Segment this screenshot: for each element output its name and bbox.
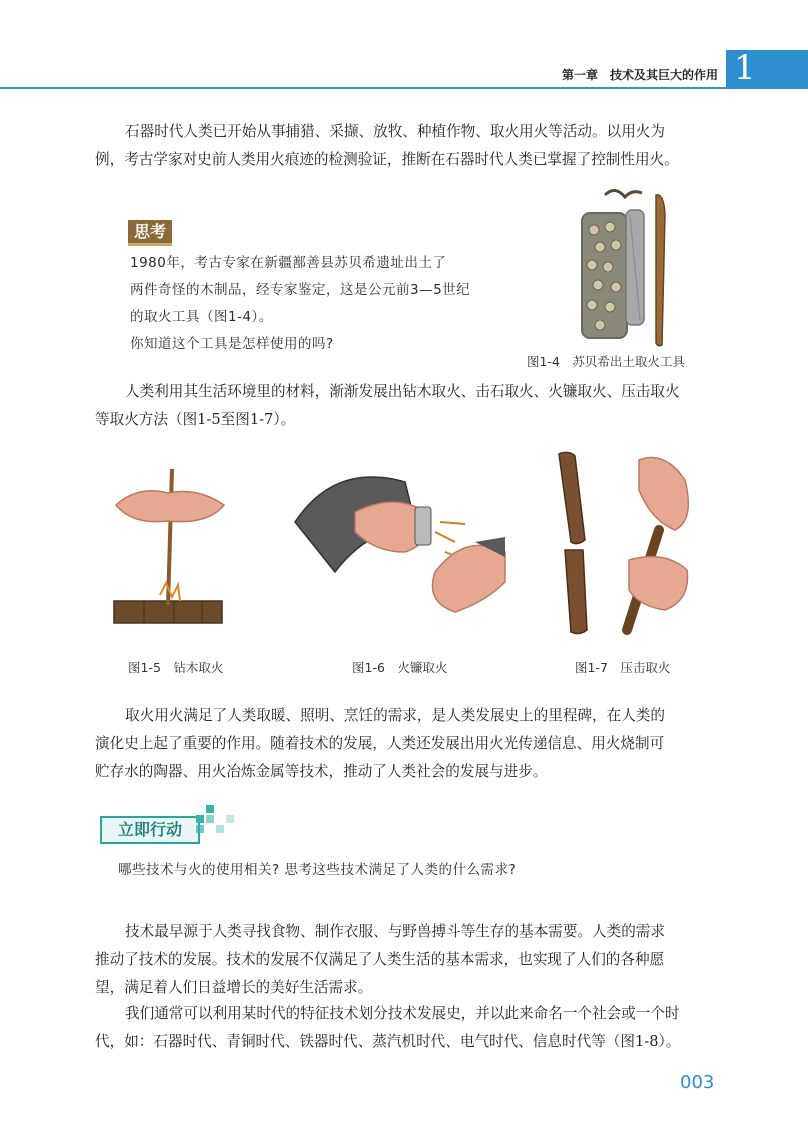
page-number: 003 — [680, 1072, 715, 1093]
figure-piston-fire — [555, 450, 695, 640]
text-line: 的取火工具（图1-4）。 — [130, 309, 273, 325]
text-line: 代，如：石器时代、青铜时代、铁器时代、蒸汽机时代、电气时代、信息时代等（图1-8）。 — [95, 1033, 681, 1050]
action-badge: 立即行动 — [100, 816, 200, 844]
figure-flint-fire — [295, 462, 505, 632]
think-body — [130, 250, 500, 358]
action-question: 哪些技术与火的使用相关? 思考这些技术满足了人类的什么需求? — [118, 862, 517, 878]
header-rule — [0, 87, 726, 89]
figure-caption: 图1-6 火镰取火 — [352, 660, 448, 675]
figure-caption: 图1-4 苏贝希出土取火工具 — [527, 354, 685, 369]
figure-fire-tools — [570, 185, 690, 355]
text-line: 演化史上起了重要的作用。随着技术的发展，人类还发展出用火光传递信息、用火烧制可 — [95, 735, 665, 752]
text-line: 你知道这个工具是怎样使用的吗? — [130, 336, 334, 352]
text-line: 技术最早源于人类寻找食物、制作衣服、与野兽搏斗等生存的基本需要。人类的需求 — [125, 923, 665, 940]
figure-caption: 图1-5 钻木取火 — [128, 660, 224, 675]
paragraph-fire-methods — [95, 378, 725, 434]
paragraph-stone-age — [95, 118, 725, 174]
running-header: 第一章 技术及其巨大的作用 — [561, 68, 718, 82]
text-line: 贮存水的陶器、用火冶炼金属等技术，推动了人类社会的发展与进步。 — [95, 763, 548, 780]
text-line: 人类利用其生活环境里的材料，渐渐发展出钻木取火、击石取火、火镰取火、压击取火 — [125, 383, 680, 400]
text-line: 两件奇怪的木制品，经专家鉴定，这是公元前3—5世纪 — [130, 282, 471, 298]
text-line: 望，满足着人们日益增长的美好生活需求。 — [95, 979, 373, 996]
text-line: 取火用火满足了人类取暖、照明、烹饪的需求，是人类发展史上的里程碑，在人类的 — [125, 707, 665, 724]
text-line: 例，考古学家对史前人类用火痕迹的检测验证，推断在石器时代人类已掌握了控制性用火。 — [95, 151, 679, 168]
think-badge: 思考 — [128, 220, 172, 246]
paragraph-tech-eras — [95, 1000, 725, 1056]
paragraph-tech-origins — [95, 918, 725, 1002]
text-line: 1980年，考古专家在新疆鄯善县苏贝希遗址出土了 — [130, 255, 447, 271]
paragraph-fire-importance — [95, 702, 725, 786]
text-line: 推动了技术的发展。技术的发展不仅满足了人类生活的基本需求，也实现了人们的各种愿 — [95, 951, 665, 968]
figure-caption: 图1-7 压击取火 — [575, 660, 671, 675]
text-line: 我们通常可以利用某时代的特征技术划分技术发展史，并以此来命名一个社会或一个时 — [125, 1005, 680, 1022]
text-line: 等取火方法（图1-5至图1-7）。 — [95, 411, 296, 428]
figure-drill-fire — [108, 465, 228, 635]
chapter-number: 1 — [734, 48, 756, 88]
text-line: 石器时代人类已开始从事捕猎、采撷、放牧、种植作物、取火用火等活动。以用火为 — [125, 123, 665, 140]
